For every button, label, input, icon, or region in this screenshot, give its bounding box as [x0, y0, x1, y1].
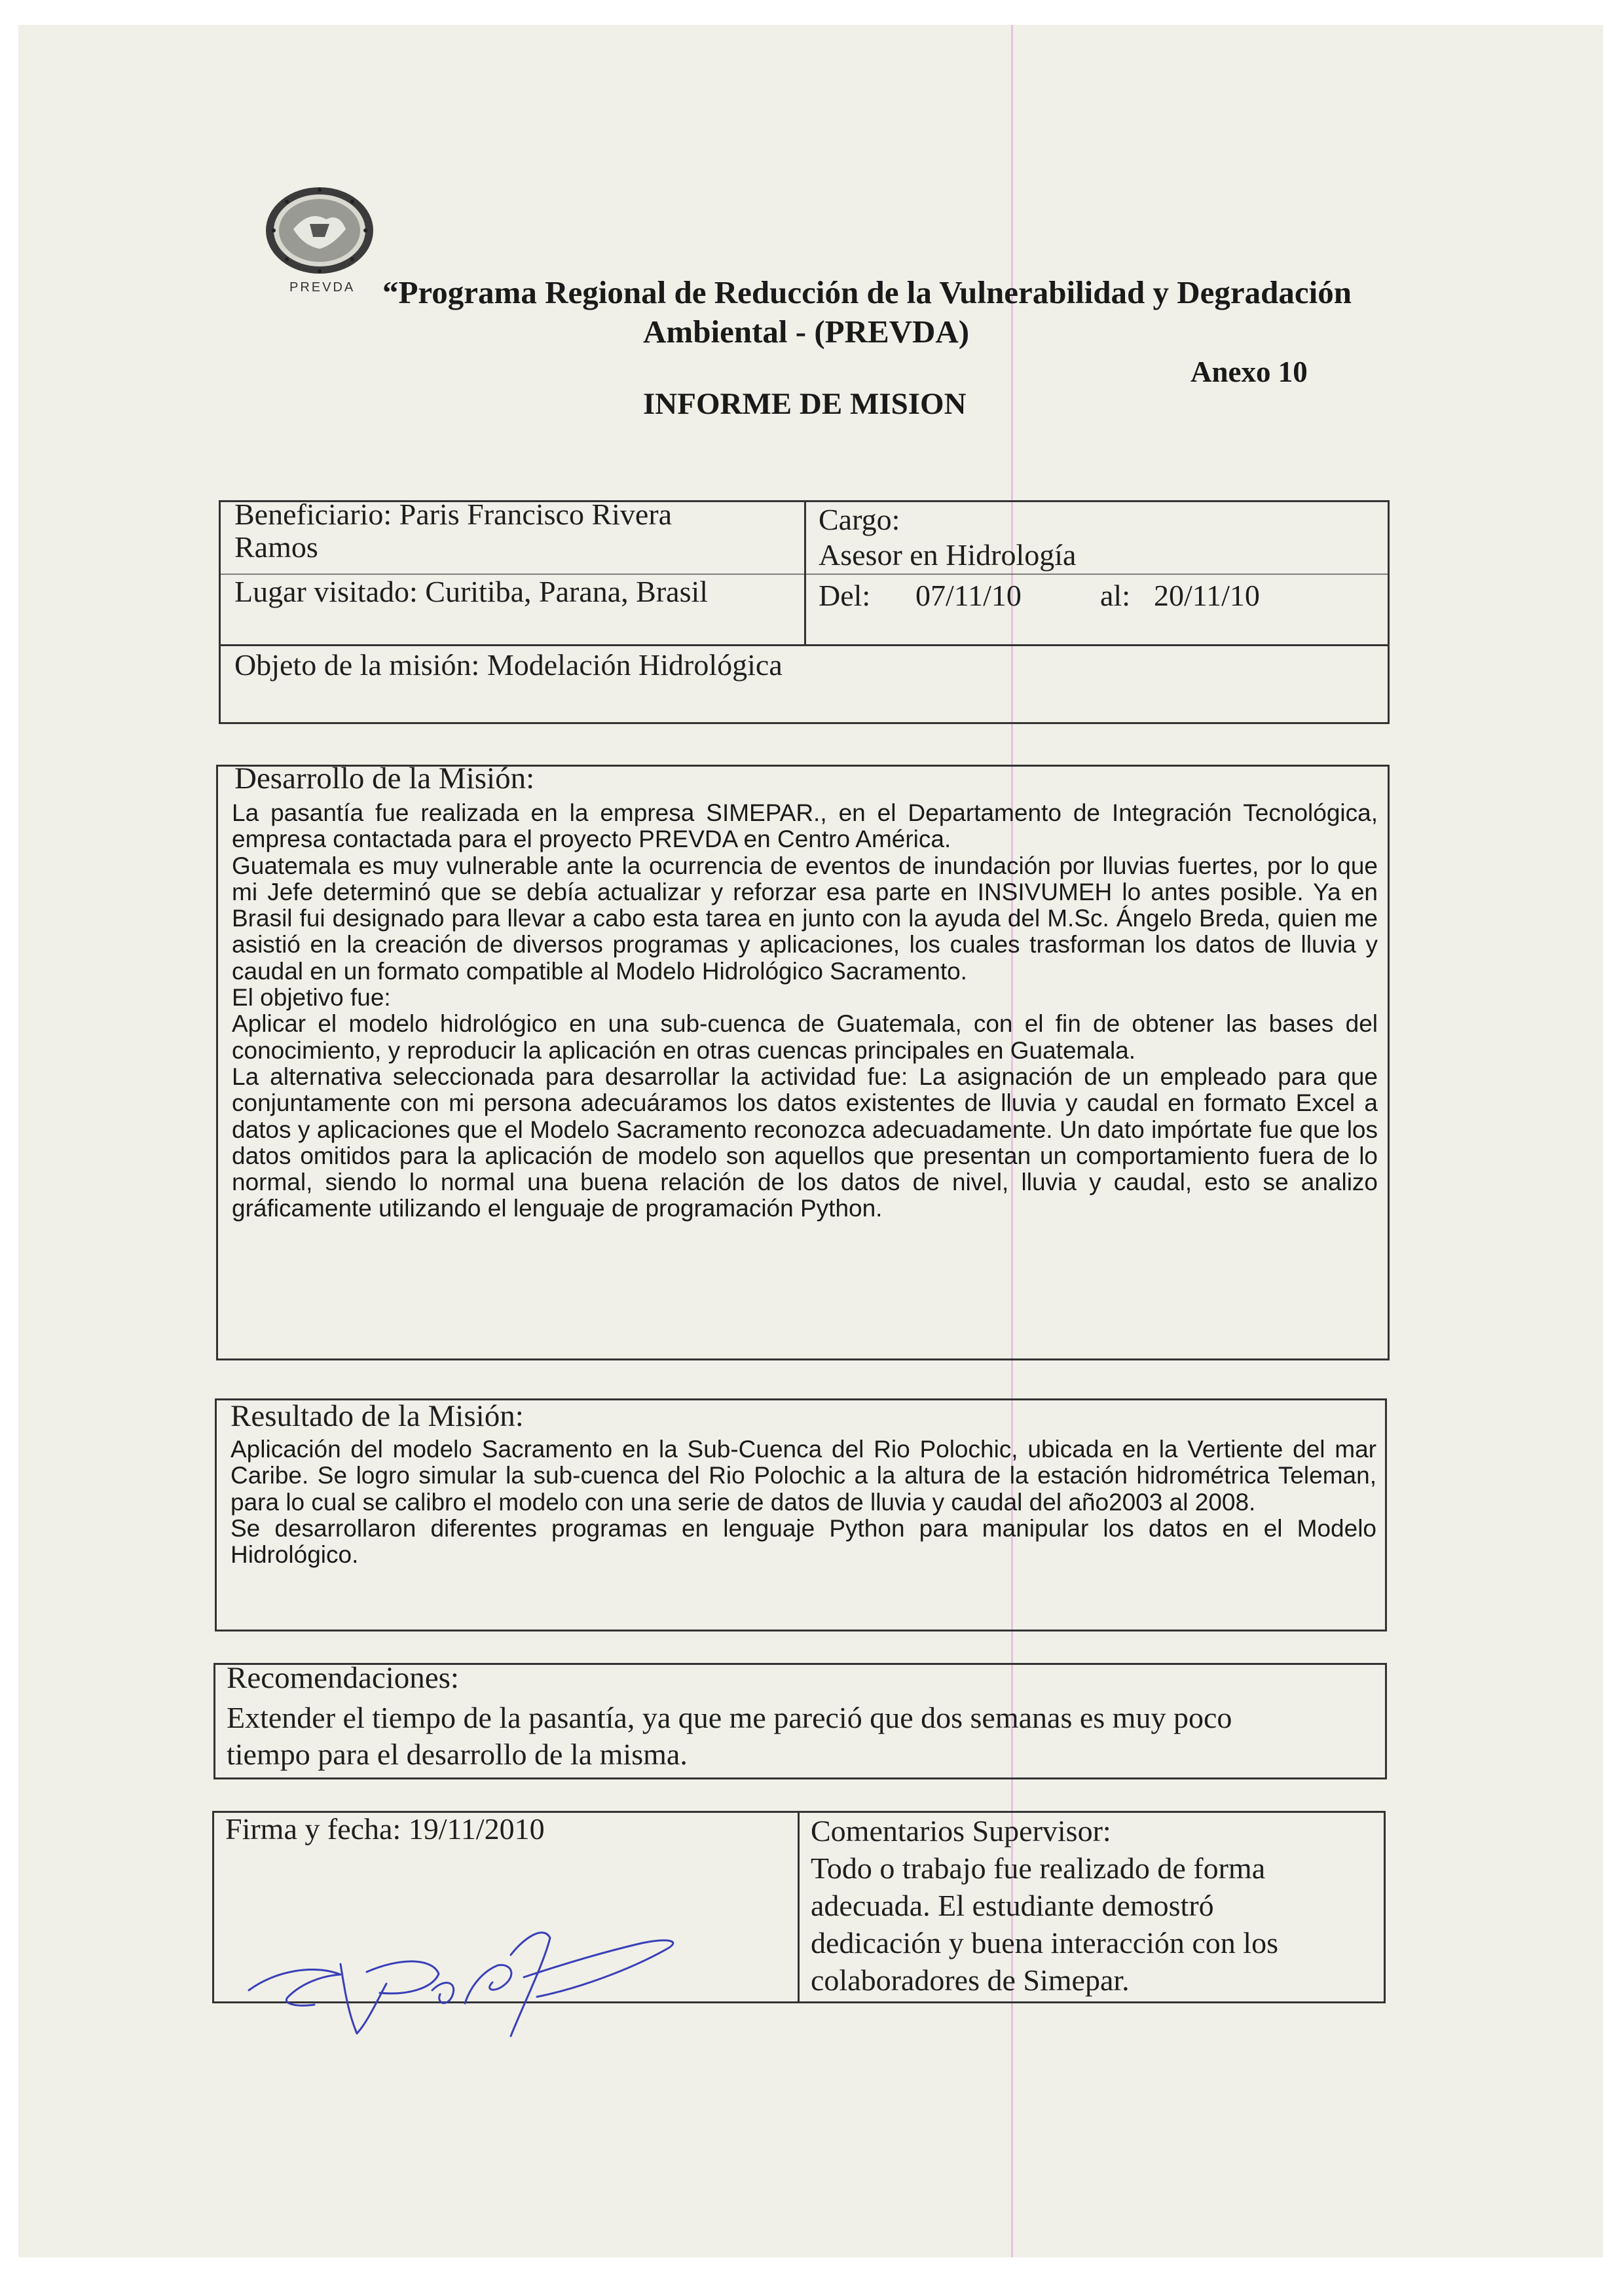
supervisor-line: dedicación y buena interacción con los	[811, 1926, 1278, 1959]
development-paragraph: La pasantía fue realizada en la empresa SIMEPAR., en el Departamento de Integración Tecnológica, empresa contactada para el proyecto PREVDA en Centro América.	[232, 799, 1378, 853]
result-heading: Resultado de la Misión:	[231, 1399, 524, 1433]
development-body	[232, 800, 1378, 1222]
cargo-value: Asesor en Hidrología	[819, 538, 1077, 572]
recommendations-line1: Extender el tiempo de la pasantía, ya que me pareció que dos semanas es muy poco	[227, 1701, 1232, 1734]
from-date: 07/11/10	[915, 579, 1022, 612]
beneficiary-line2: Ramos	[234, 530, 318, 564]
supervisor-line: colaboradores de Simepar.	[811, 1963, 1130, 1997]
prevda-logo	[248, 183, 392, 288]
supervisor-line: Todo o trabajo fue realizado de forma	[811, 1851, 1266, 1885]
mission-objective: Objeto de la misión: Modelación Hidrológica	[234, 648, 783, 682]
to-date: 20/11/10	[1154, 579, 1260, 612]
cargo-label: Cargo:	[819, 503, 900, 536]
logo-caption: PREVDA	[289, 280, 356, 295]
development-heading: Desarrollo de la Misión:	[234, 761, 535, 795]
development-paragraph: Guatemala es muy vulnerable ante la ocurrencia de eventos de inundación por lluvias fuertes, por lo que mi Jefe determinó que se debía actualizar y reforzar esa parte en INSIVUMEH lo antes posible. Ya en Brasil fui designado para llevar a cabo esta tarea en junto con la ayuda del M.Sc. Ángelo Breda, quien me asistió en la creación de diversos programas y aplicaciones, los cuales trasforman los datos de lluvia y caudal en un formato compatible al Modelo Hidrológico Sacramento.	[232, 852, 1378, 985]
recommendations-heading: Recomendaciones:	[227, 1661, 459, 1695]
info-table-divider	[804, 500, 806, 646]
supervisor-comments	[811, 1812, 1374, 1999]
beneficiary-line1: Beneficiario: Paris Francisco Rivera	[234, 498, 673, 531]
result-paragraph: Se desarrollaron diferentes programas en lenguaje Python para manipular los datos en el Modelo Hidrológico.	[231, 1514, 1376, 1569]
info-table-rule-bottom	[219, 644, 1390, 646]
report-title: INFORME DE MISION	[643, 387, 967, 421]
signature-divider	[798, 1811, 800, 2003]
result-paragraph: Aplicación del modelo Sacramento en la Sub-Cuenca del Rio Polochic, ubicada en la Vertiente del mar Caribe. Se logro simular la sub-cuenca del Rio Polochic a la altura de la estación hidrométrica Teleman, para lo cual se calibro el modelo con una serie de datos de lluvia y caudal del año2003 al 2008.	[231, 1436, 1376, 1516]
result-body	[231, 1436, 1376, 1568]
supervisor-heading: Comentarios Supervisor:	[811, 1814, 1111, 1848]
annex-label: Anexo 10	[1190, 355, 1308, 388]
development-paragraph: La alternativa seleccionada para desarrollar la actividad fue: La asignación de un empleado para que conjuntamente con mi persona adecuáramos los datos existentes de lluvia y caudal en formato Excel a datos y aplicaciones que el Modelo Sacramento reconozca adecuadamente. Un dato impórtate fue que los datos omitidos para la aplicación de modelo son aquellos que presentan un comportamiento fuera de lo normal, siendo lo normal una buena relación de los datos de nivel, lluvia y caudal, esto se analizo gráficamente utilizando el lenguaje de programación Python.	[232, 1063, 1378, 1222]
place-visited: Lugar visitado: Curitiba, Parana, Brasil	[234, 575, 709, 608]
handwritten-signature	[236, 1912, 707, 2069]
signature-label: Firma y fecha: 19/11/2010	[225, 1812, 545, 1846]
development-paragraph: El objetivo fue:	[232, 984, 391, 1011]
supervisor-line: adecuada. El estudiante demostró	[811, 1889, 1214, 1922]
program-title-line1: “Programa Regional de Reducción de la Vulnerabilidad y Degradación	[382, 274, 1352, 310]
recommendations-line2: tiempo para el desarrollo de la misma.	[227, 1738, 688, 1771]
program-title-line2: Ambiental - (PREVDA)	[643, 314, 970, 350]
to-label: al:	[1100, 579, 1130, 612]
development-paragraph: Aplicar el modelo hidrológico en una sub-cuenca de Guatemala, con el fin de obtener las bases del conocimiento, y reproducir la aplicación en otras cuencas principales en Guatemala.	[232, 1010, 1378, 1064]
from-label: Del:	[819, 579, 871, 612]
